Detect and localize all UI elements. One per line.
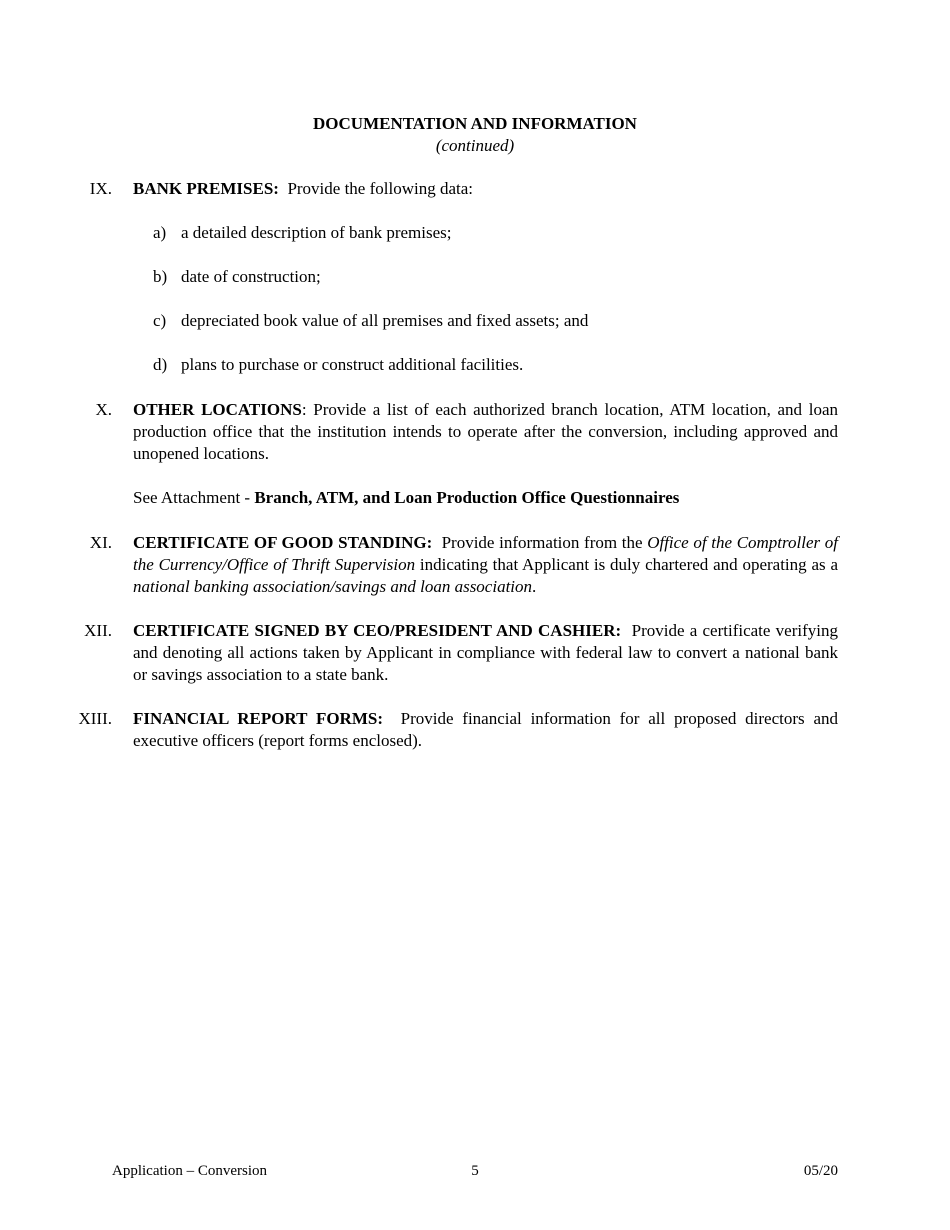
list-item <box>153 266 321 288</box>
section-number: XI. <box>89 533 112 552</box>
section-heading: FINANCIAL REPORT FORMS: <box>133 709 383 728</box>
section-number: XIII. <box>78 709 112 728</box>
section-heading: CERTIFICATE SIGNED BY CEO/PRESIDENT AND CASHIER: <box>133 621 622 640</box>
section-ceo-certificate <box>84 620 838 686</box>
list-item-text: a detailed description of bank premises; <box>181 223 452 242</box>
section-good-standing <box>89 532 839 598</box>
section-bank-premises <box>89 178 838 200</box>
section-heading: CERTIFICATE OF GOOD STANDING: <box>133 533 433 552</box>
attachment-title: Branch, ATM, and Loan Production Office Questionnaires <box>254 488 680 507</box>
page-subtitle: (continued) <box>435 136 515 155</box>
list-item-letter: d) <box>153 355 168 374</box>
section-text: : Provide a list of each authorized branch location, ATM location, and loan production office that the institution intends to operate after the conversion, including approved and unopened locations. <box>133 400 838 463</box>
list-item-text: depreciated book value of all premises and fixed assets; and <box>181 311 589 330</box>
section-heading: OTHER LOCATIONS <box>133 400 302 419</box>
page-title: DOCUMENTATION AND INFORMATION <box>313 114 637 133</box>
section-text: Provide a certificate verifying and denoting all actions taken by Applicant in compliance with federal law to convert a national bank or savings association to a state bank. <box>133 621 838 684</box>
section-text: Provide the following data: <box>287 179 473 198</box>
list-item <box>153 310 588 332</box>
section-other-locations <box>95 399 838 465</box>
section-number: X. <box>95 400 112 419</box>
section-financial-report-forms <box>78 708 838 752</box>
list-item-text: plans to purchase or construct additional facilities. <box>181 355 524 374</box>
section-text: . <box>532 577 537 596</box>
attachment-prefix: See Attachment - <box>133 488 255 507</box>
list-item-letter: c) <box>153 311 167 330</box>
footer-document-name: Application – Conversion <box>112 1163 267 1179</box>
section-text: indicating that Applicant is duly chartered and operating as a <box>415 555 838 574</box>
footer-date: 05/20 <box>803 1163 838 1179</box>
list-item-letter: b) <box>153 267 168 286</box>
list-item-letter: a) <box>153 223 167 242</box>
footer-page-number: 5 <box>471 1163 479 1179</box>
page-header <box>0 113 950 157</box>
list-item <box>153 222 452 244</box>
section-text-italic: national banking association/savings and loan association <box>133 577 533 596</box>
section-number: XII. <box>84 621 112 640</box>
section-text-italic: Office of the Comptroller of the Currency/Office of Thrift Supervision <box>133 533 839 574</box>
section-text: Provide information from the <box>441 533 648 552</box>
list-item <box>153 354 523 376</box>
section-text: Provide financial information for all proposed directors and executive officers (report forms enclosed). <box>133 709 838 750</box>
section-number: IX. <box>89 179 112 198</box>
attachment-reference <box>133 487 838 509</box>
section-heading: BANK PREMISES: <box>133 179 279 198</box>
list-item-text: date of construction; <box>181 267 321 286</box>
